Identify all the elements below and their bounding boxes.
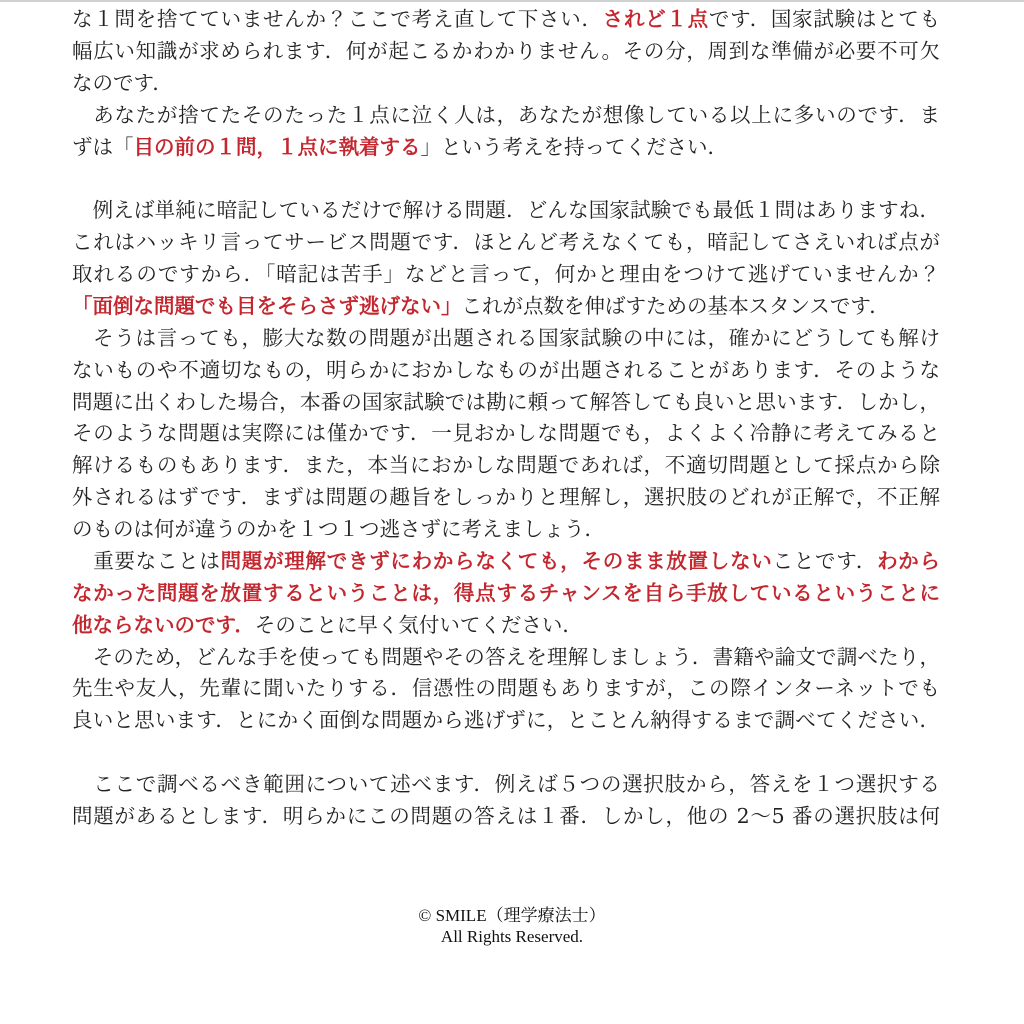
text-line [72, 610, 940, 642]
text-line [72, 642, 940, 674]
text-line [72, 68, 940, 100]
emphasis-text: 目の前の１問，１点に執着する [133, 134, 421, 159]
text-line [72, 4, 940, 36]
body-text: 先生や友人，先輩に聞いたりする．信憑性の問題もありますが，この際インターネットでも [72, 676, 940, 701]
emphasis-text: 他ならないのです． [72, 612, 255, 637]
blank-line [72, 737, 940, 769]
text-line [72, 195, 940, 227]
body-text: ないものや不適切なもの，明らかにおかしなものが出題されることがあります．そのような [72, 357, 940, 382]
text-line [72, 801, 940, 833]
text-line [72, 578, 940, 610]
text-line [72, 227, 940, 259]
body-text: 問題に出くわした場合，本番の国家試験では勘に頼って解答しても良いと思います．しかし， [72, 389, 940, 414]
body-text: 問題があるとします．明らかにこの問題の答えは１番．しかし，他の 2～5 番の選択肢は何 [72, 803, 940, 828]
text-line [72, 514, 940, 546]
text-line [72, 100, 940, 132]
text-line [72, 36, 940, 68]
text-line [72, 482, 940, 514]
body-text: 取れるのですから．「暗記は苦手」などと言って，何かと理由をつけて逃げていませんか？ [72, 262, 940, 286]
text-line [72, 323, 940, 355]
text-line [72, 259, 940, 291]
text-line [72, 705, 940, 737]
body-text: そのような問題は実際には僅かです．一見おかしな問題でも，よくよく冷静に考えてみると [72, 421, 940, 446]
text-line [72, 673, 940, 705]
text-line [72, 769, 940, 801]
body-text: 例えば単純に暗記しているだけで解ける問題．どんな国家試験でも最低１問はありますね． [72, 198, 940, 223]
body-text: ことです． [772, 548, 878, 573]
footer-copyright: © SMILE（理学療法士） [418, 906, 606, 925]
blank-line [72, 163, 940, 195]
text-line [72, 546, 940, 578]
body-text: ずは「 [72, 134, 134, 159]
body-text: そのため，どんな手を使っても問題やその答えを理解しましょう．書籍や論文で調べたり， [72, 644, 940, 669]
body-text: そのことに早く気付いてください． [254, 612, 583, 637]
document-body [72, 4, 940, 833]
text-line [72, 387, 940, 419]
body-text: な１問を捨てていませんか？ここで考え直して下さい． [72, 7, 603, 31]
body-text: これはハッキリ言ってサービス問題です．ほとんど考えなくても，暗記してさえいれば点が [72, 230, 940, 255]
body-text: 」という考えを持ってください． [420, 134, 728, 159]
body-text: 解けるものもあります．また，本当におかしな問題であれば，不適切問題として採点から除 [72, 453, 940, 478]
page-top-border [0, 0, 1024, 2]
emphasis-text: 「面倒な問題でも目をそらさず逃げない」 [72, 293, 462, 318]
body-text: 良いと思います．とにかく面倒な問題から逃げずに，とことん納得するまで調べてください． [72, 708, 940, 733]
text-line [72, 355, 940, 387]
text-line [72, 418, 940, 450]
emphasis-text: なかった問題を放置するということは，得点するチャンスを自ら手放しているということに [72, 580, 940, 605]
body-text: のものは何が違うのかを１つ１つ逃さずに考えましょう． [72, 517, 605, 541]
body-text: これが点数を伸ばすための基本スタンスです． [461, 293, 890, 318]
body-text: です．国家試験はとても [708, 7, 941, 31]
body-text: 外されるはずです．まずは問題の趣旨をしっかりと理解し，選択肢のどれが正解で，不正解 [72, 485, 940, 510]
body-text: あなたが捨てたそのたった１点に泣く人は，あなたが想像している以上に多いのです．ま [72, 102, 940, 127]
body-text: 重要なことは [72, 548, 221, 573]
text-line [72, 132, 940, 164]
emphasis-text: わから [877, 548, 941, 573]
body-text: なのです． [72, 70, 173, 95]
emphasis-text: 問題が理解できずにわからなくても，そのまま放置しない [220, 548, 773, 573]
body-text: ここで調べるべき範囲について述べます．例えば５つの選択肢から，答えを１つ選択する [72, 772, 940, 796]
footer-rights: All Rights Reserved. [440, 927, 584, 946]
emphasis-text: されど１点 [602, 7, 709, 31]
body-text: 幅広い知識が求められます．何が起こるかわかりません。その分，周到な準備が必要不可欠 [72, 38, 940, 63]
body-text: そうは言っても，膨大な数の問題が出題される国家試験の中には，確かにどうしても解け [72, 325, 940, 350]
text-line [72, 291, 940, 323]
text-line [72, 450, 940, 482]
